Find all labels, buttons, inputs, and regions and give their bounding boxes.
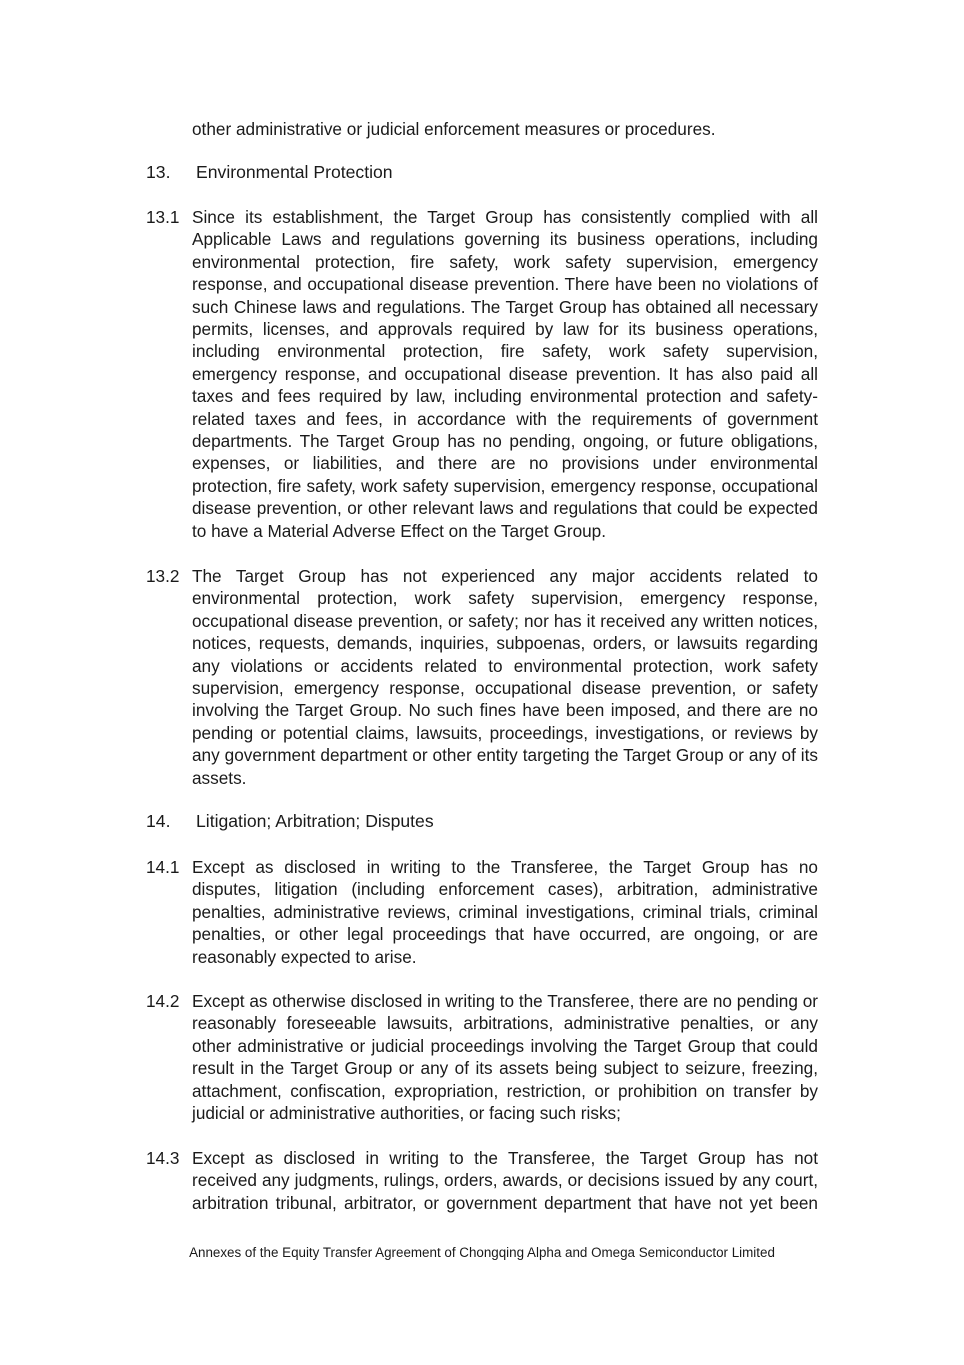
section-number: 13.	[146, 162, 171, 182]
clause-13-1	[146, 206, 818, 542]
clause-14-2	[146, 990, 818, 1124]
section-heading-14	[146, 810, 826, 832]
section-title: Litigation; Arbitration; Disputes	[196, 811, 434, 831]
section-heading-13	[146, 161, 826, 183]
clause-text: Except as disclosed in writing to the Transferee, the Target Group has not received any judgments, rulings, orders, awards, or decisions issued by any court, arbitration tribunal, arbitrator, or government department that have not yet been	[192, 1148, 818, 1213]
section-number: 14.	[146, 811, 171, 831]
page-footer: Annexes of the Equity Transfer Agreement of Chongqing Alpha and Omega Semiconductor Limited	[189, 1245, 775, 1260]
clause-text: Except as disclosed in writing to the Transferee, the Target Group has no disputes, litigation (including enforcement cases), arbitration, administrative penalties, administrative reviews, criminal investigations, criminal trials, criminal penalties, or other legal proceedings that have occurred, are ongoing, or are reasonably expected to arise.	[192, 857, 818, 967]
clause-text: Except as otherwise disclosed in writing to the Transferee, there are no pending or reasonably foreseeable lawsuits, arbitrations, administrative penalties, or any other administrative or judicial proceedings involving the Target Group that could result in the Target Group or any of its assets being subject to seizure, freezing, attachment, confiscation, expropriation, restriction, or prohibition on transfer by judicial or administrative authorities, or facing such risks;	[192, 991, 818, 1124]
clause-number: 14.2	[146, 991, 180, 1011]
clause-number: 14.3	[146, 1148, 180, 1168]
clause-text: Since its establishment, the Target Group has consistently complied with all Applicable Laws and regulations governing its business operations, including environmental protection, fire safety, work safety supervision, emergency response, and occupational disease prevention. There have been no violations of such Chinese laws and regulations. The Target Group has obtained all necessary permits, licenses, and approvals required by law for its business operations, including environmental protection, fire safety, work safety supervision, emergency response, and occupational disease prevention. It has also paid all taxes and fees required by law, including environmental protection and safety-related taxes and fees, in accordance with the requirements of government departments. The Target Group has no pending, ongoing, or future obligations, expenses, or liabilities, and there are no provisions under environmental protection, fire safety, work safety supervision, emergency response, occupational disease prevention, or other relevant laws and regulations that could be expected to have a Material Adverse Effect on the Target Group.	[192, 207, 818, 541]
clause-number: 13.1	[146, 207, 180, 227]
clause-13-2	[146, 565, 818, 789]
clause-number: 14.1	[146, 857, 180, 877]
clause-14-1	[146, 856, 818, 968]
clause-number: 13.2	[146, 566, 180, 586]
clause-text: The Target Group has not experienced any major accidents related to environmental protection, work safety supervision, emergency response, occupational disease prevention, or safety; nor has it received any written notices, notices, requests, demands, inquiries, subpoenas, orders, or lawsuits regarding any violations or accidents related to environmental protection, work safety supervision, emergency response, occupational disease prevention, or safety involving the Target Group. No such fines have been imposed, and there are no pending or potential claims, lawsuits, proceedings, investigations, or reviews by any government department or other entity targeting the Target Group or any of its assets.	[192, 566, 818, 788]
section-title: Environmental Protection	[196, 162, 393, 182]
clause-14-3	[146, 1147, 818, 1214]
continuation-text: other administrative or judicial enforcement measures or procedures.	[192, 119, 716, 139]
